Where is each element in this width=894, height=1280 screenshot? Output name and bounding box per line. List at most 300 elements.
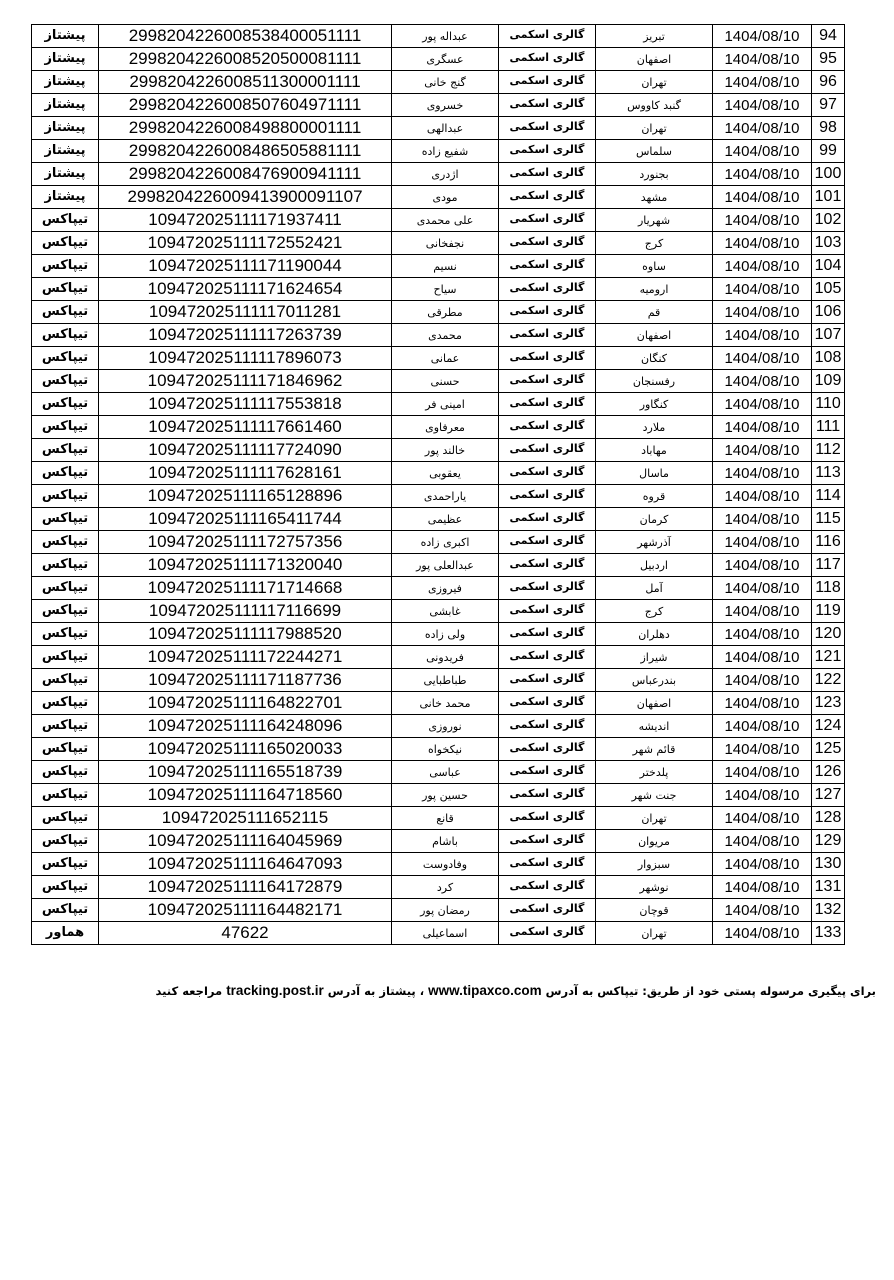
row-number-cell: 102 — [812, 209, 845, 232]
sender-cell: گالری اسکمی — [499, 646, 596, 669]
row-number-cell: 131 — [812, 876, 845, 899]
recipient-name-cell: عبدالهی — [392, 117, 499, 140]
courier-cell: تیپاکس — [32, 439, 99, 462]
city-cell: تهران — [596, 807, 713, 830]
table-row — [32, 48, 845, 71]
courier-cell: تیپاکس — [32, 485, 99, 508]
table-row — [32, 439, 845, 462]
city-cell: جنت شهر — [596, 784, 713, 807]
city-cell: ملارد — [596, 416, 713, 439]
date-cell: 1404/08/10 — [713, 232, 812, 255]
date-cell: 1404/08/10 — [713, 899, 812, 922]
row-number-cell: 121 — [812, 646, 845, 669]
row-number-cell: 96 — [812, 71, 845, 94]
courier-cell: پیشتاز — [32, 94, 99, 117]
date-cell: 1404/08/10 — [713, 140, 812, 163]
table-row — [32, 899, 845, 922]
table-row — [32, 715, 845, 738]
city-cell: کرج — [596, 232, 713, 255]
sender-cell: گالری اسکمی — [499, 278, 596, 301]
courier-cell: تیپاکس — [32, 646, 99, 669]
row-number-cell: 127 — [812, 784, 845, 807]
recipient-name-cell: یعقوبی — [392, 462, 499, 485]
courier-cell: تیپاکس — [32, 692, 99, 715]
courier-cell: تیپاکس — [32, 255, 99, 278]
date-cell: 1404/08/10 — [713, 807, 812, 830]
tracking-number-cell: 109472025111117263739 — [99, 324, 392, 347]
date-cell: 1404/08/10 — [713, 784, 812, 807]
city-cell: آمل — [596, 577, 713, 600]
city-cell: اصفهان — [596, 692, 713, 715]
sender-cell: گالری اسکمی — [499, 715, 596, 738]
recipient-name-cell: غابشی — [392, 600, 499, 623]
date-cell: 1404/08/10 — [713, 669, 812, 692]
city-cell: اردبیل — [596, 554, 713, 577]
courier-cell: پیشتاز — [32, 71, 99, 94]
courier-cell: هماور — [32, 922, 99, 945]
recipient-name-cell: مودی — [392, 186, 499, 209]
courier-cell: پیشتاز — [32, 140, 99, 163]
tracking-number-cell: 109472025111164482171 — [99, 899, 392, 922]
tracking-number-cell: 109472025111117553818 — [99, 393, 392, 416]
sender-cell: گالری اسکمی — [499, 462, 596, 485]
courier-cell: پیشتاز — [32, 48, 99, 71]
date-cell: 1404/08/10 — [713, 531, 812, 554]
courier-cell: تیپاکس — [32, 347, 99, 370]
recipient-name-cell: عسگری — [392, 48, 499, 71]
sender-cell: گالری اسکمی — [499, 117, 596, 140]
date-cell: 1404/08/10 — [713, 623, 812, 646]
city-cell: اندیشه — [596, 715, 713, 738]
sender-cell: گالری اسکمی — [499, 209, 596, 232]
table-row — [32, 71, 845, 94]
sender-cell: گالری اسکمی — [499, 807, 596, 830]
sender-cell: گالری اسکمی — [499, 25, 596, 48]
city-cell: ماسال — [596, 462, 713, 485]
recipient-name-cell: عظیمی — [392, 508, 499, 531]
city-cell: تهران — [596, 922, 713, 945]
courier-cell: پیشتاز — [32, 186, 99, 209]
date-cell: 1404/08/10 — [713, 117, 812, 140]
sender-cell: گالری اسکمی — [499, 370, 596, 393]
row-number-cell: 125 — [812, 738, 845, 761]
city-cell: قروه — [596, 485, 713, 508]
table-row — [32, 209, 845, 232]
sender-cell: گالری اسکمی — [499, 508, 596, 531]
recipient-name-cell: ولی زاده — [392, 623, 499, 646]
tracking-number-cell: 109472025111164718560 — [99, 784, 392, 807]
row-number-cell: 113 — [812, 462, 845, 485]
tracking-number-cell: 2998204226008486505881111 — [99, 140, 392, 163]
tracking-number-cell: 2998204226008507604971111 — [99, 94, 392, 117]
row-number-cell: 97 — [812, 94, 845, 117]
recipient-name-cell: اسماعیلی — [392, 922, 499, 945]
date-cell: 1404/08/10 — [713, 485, 812, 508]
courier-cell: تیپاکس — [32, 715, 99, 738]
tracking-number-cell: 109472025111165518739 — [99, 761, 392, 784]
sender-cell: گالری اسکمی — [499, 761, 596, 784]
courier-cell: پیشتاز — [32, 163, 99, 186]
recipient-name-cell: نوروزی — [392, 715, 499, 738]
date-cell: 1404/08/10 — [713, 600, 812, 623]
row-number-cell: 133 — [812, 922, 845, 945]
tracking-number-cell: 2998204226009413900091107 — [99, 186, 392, 209]
table-row — [32, 485, 845, 508]
city-cell: بندرعباس — [596, 669, 713, 692]
city-cell: دهلران — [596, 623, 713, 646]
recipient-name-cell: محمد خانی — [392, 692, 499, 715]
tracking-number-cell: 109472025111117661460 — [99, 416, 392, 439]
table-row — [32, 830, 845, 853]
date-cell: 1404/08/10 — [713, 163, 812, 186]
sender-cell: گالری اسکمی — [499, 140, 596, 163]
courier-cell: تیپاکس — [32, 278, 99, 301]
city-cell: اصفهان — [596, 324, 713, 347]
courier-cell: تیپاکس — [32, 324, 99, 347]
sender-cell: گالری اسکمی — [499, 439, 596, 462]
city-cell: اصفهان — [596, 48, 713, 71]
recipient-name-cell: اژدری — [392, 163, 499, 186]
date-cell: 1404/08/10 — [713, 71, 812, 94]
city-cell: مشهد — [596, 186, 713, 209]
city-cell: گنبد کاووس — [596, 94, 713, 117]
recipient-name-cell: اکبری زاده — [392, 531, 499, 554]
table-row — [32, 117, 845, 140]
tracking-number-cell: 2998204226008511300001111 — [99, 71, 392, 94]
row-number-cell: 101 — [812, 186, 845, 209]
recipient-name-cell: علی محمدی — [392, 209, 499, 232]
table-row — [32, 600, 845, 623]
date-cell: 1404/08/10 — [713, 255, 812, 278]
row-number-cell: 126 — [812, 761, 845, 784]
city-cell: مهاباد — [596, 439, 713, 462]
table-row — [32, 140, 845, 163]
courier-cell: تیپاکس — [32, 416, 99, 439]
tracking-number-cell: 109472025111117988520 — [99, 623, 392, 646]
city-cell: نوشهر — [596, 876, 713, 899]
table-row — [32, 347, 845, 370]
date-cell: 1404/08/10 — [713, 278, 812, 301]
table-row — [32, 278, 845, 301]
date-cell: 1404/08/10 — [713, 577, 812, 600]
recipient-name-cell: مطرقی — [392, 301, 499, 324]
row-number-cell: 106 — [812, 301, 845, 324]
table-row — [32, 692, 845, 715]
tracking-number-cell: 109472025111164248096 — [99, 715, 392, 738]
row-number-cell: 132 — [812, 899, 845, 922]
tracking-number-cell: 109472025111171624654 — [99, 278, 392, 301]
recipient-name-cell: طباطبایی — [392, 669, 499, 692]
courier-cell: تیپاکس — [32, 462, 99, 485]
date-cell: 1404/08/10 — [713, 462, 812, 485]
recipient-name-cell: امینی فر — [392, 393, 499, 416]
sender-cell: گالری اسکمی — [499, 347, 596, 370]
sender-cell: گالری اسکمی — [499, 784, 596, 807]
recipient-name-cell: محمدی — [392, 324, 499, 347]
table-row — [32, 186, 845, 209]
row-number-cell: 118 — [812, 577, 845, 600]
date-cell: 1404/08/10 — [713, 301, 812, 324]
row-number-cell: 112 — [812, 439, 845, 462]
sender-cell: گالری اسکمی — [499, 94, 596, 117]
tracking-number-cell: 109472025111165128896 — [99, 485, 392, 508]
sender-cell: گالری اسکمی — [499, 416, 596, 439]
sender-cell: گالری اسکمی — [499, 600, 596, 623]
sender-cell: گالری اسکمی — [499, 232, 596, 255]
sender-cell: گالری اسکمی — [499, 899, 596, 922]
table-row — [32, 738, 845, 761]
table-row — [32, 784, 845, 807]
city-cell: تهران — [596, 71, 713, 94]
table-row — [32, 255, 845, 278]
recipient-name-cell: نسیم — [392, 255, 499, 278]
table-row — [32, 301, 845, 324]
tracking-number-cell: 2998204226008498800001111 — [99, 117, 392, 140]
row-number-cell: 114 — [812, 485, 845, 508]
row-number-cell: 100 — [812, 163, 845, 186]
table-row — [32, 669, 845, 692]
courier-cell: تیپاکس — [32, 669, 99, 692]
courier-cell: تیپاکس — [32, 554, 99, 577]
sender-cell: گالری اسکمی — [499, 623, 596, 646]
courier-cell: تیپاکس — [32, 876, 99, 899]
recipient-name-cell: حسنی — [392, 370, 499, 393]
table-row — [32, 577, 845, 600]
tracking-number-cell: 109472025111171937411 — [99, 209, 392, 232]
city-cell: ارومیه — [596, 278, 713, 301]
tracking-number-cell: 109472025111165020033 — [99, 738, 392, 761]
sender-cell: گالری اسکمی — [499, 71, 596, 94]
row-number-cell: 107 — [812, 324, 845, 347]
recipient-name-cell: خالند پور — [392, 439, 499, 462]
tracking-number-cell: 109472025111165411744 — [99, 508, 392, 531]
date-cell: 1404/08/10 — [713, 830, 812, 853]
table-row — [32, 94, 845, 117]
date-cell: 1404/08/10 — [713, 347, 812, 370]
sender-cell: گالری اسکمی — [499, 669, 596, 692]
table-row — [32, 370, 845, 393]
row-number-cell: 117 — [812, 554, 845, 577]
sender-cell: گالری اسکمی — [499, 738, 596, 761]
sender-cell: گالری اسکمی — [499, 853, 596, 876]
recipient-name-cell: خسروی — [392, 94, 499, 117]
recipient-name-cell: رمضان پور — [392, 899, 499, 922]
recipient-name-cell: وفادوست — [392, 853, 499, 876]
sender-cell: گالری اسکمی — [499, 692, 596, 715]
sender-cell: گالری اسکمی — [499, 163, 596, 186]
row-number-cell: 124 — [812, 715, 845, 738]
recipient-name-cell: سیاح — [392, 278, 499, 301]
sender-cell: گالری اسکمی — [499, 48, 596, 71]
courier-cell: تیپاکس — [32, 807, 99, 830]
city-cell: قم — [596, 301, 713, 324]
tipax-tracking-url: www.tipaxco.com — [428, 983, 542, 998]
date-cell: 1404/08/10 — [713, 876, 812, 899]
recipient-name-cell: عبدالعلی پور — [392, 554, 499, 577]
table-row — [32, 393, 845, 416]
tracking-number-cell: 109472025111164822701 — [99, 692, 392, 715]
courier-cell: تیپاکس — [32, 301, 99, 324]
row-number-cell: 94 — [812, 25, 845, 48]
recipient-name-cell: عبداله پور — [392, 25, 499, 48]
table-row — [32, 508, 845, 531]
courier-cell: تیپاکس — [32, 784, 99, 807]
tracking-number-cell: 109472025111172244271 — [99, 646, 392, 669]
recipient-name-cell: فیروزی — [392, 577, 499, 600]
recipient-name-cell: یاراحمدی — [392, 485, 499, 508]
row-number-cell: 105 — [812, 278, 845, 301]
city-cell: تبریز — [596, 25, 713, 48]
recipient-name-cell: عمانی — [392, 347, 499, 370]
row-number-cell: 98 — [812, 117, 845, 140]
table-row — [32, 232, 845, 255]
tracking-number-cell: 109472025111117011281 — [99, 301, 392, 324]
row-number-cell: 120 — [812, 623, 845, 646]
tracking-number-cell: 2998204226008538400051111 — [99, 25, 392, 48]
date-cell: 1404/08/10 — [713, 186, 812, 209]
tracking-number-cell: 109472025111164045969 — [99, 830, 392, 853]
recipient-name-cell: نجفخانی — [392, 232, 499, 255]
tracking-number-cell: 109472025111172757356 — [99, 531, 392, 554]
tracking-number-cell: 109472025111171846962 — [99, 370, 392, 393]
table-row — [32, 324, 845, 347]
tracking-number-cell: 109472025111164647093 — [99, 853, 392, 876]
sender-cell: گالری اسکمی — [499, 830, 596, 853]
sender-cell: گالری اسکمی — [499, 554, 596, 577]
recipient-name-cell: کرد — [392, 876, 499, 899]
sender-cell: گالری اسکمی — [499, 876, 596, 899]
post-tracking-url: tracking.post.ir — [226, 983, 324, 998]
courier-cell: پیشتاز — [32, 25, 99, 48]
courier-cell: تیپاکس — [32, 577, 99, 600]
date-cell: 1404/08/10 — [713, 370, 812, 393]
courier-cell: تیپاکس — [32, 738, 99, 761]
city-cell: کرمان — [596, 508, 713, 531]
recipient-name-cell: عباسی — [392, 761, 499, 784]
table-row — [32, 761, 845, 784]
date-cell: 1404/08/10 — [713, 738, 812, 761]
tracking-number-cell: 109472025111117896073 — [99, 347, 392, 370]
tracking-number-cell: 109472025111171187736 — [99, 669, 392, 692]
table-row — [32, 623, 845, 646]
date-cell: 1404/08/10 — [713, 439, 812, 462]
courier-cell: تیپاکس — [32, 600, 99, 623]
tracking-number-cell: 109472025111117116699 — [99, 600, 392, 623]
date-cell: 1404/08/10 — [713, 48, 812, 71]
city-cell: سلماس — [596, 140, 713, 163]
row-number-cell: 110 — [812, 393, 845, 416]
courier-cell: تیپاکس — [32, 761, 99, 784]
date-cell: 1404/08/10 — [713, 25, 812, 48]
tracking-instructions — [16, 983, 876, 998]
table-row — [32, 462, 845, 485]
date-cell: 1404/08/10 — [713, 922, 812, 945]
table-row — [32, 25, 845, 48]
row-number-cell: 111 — [812, 416, 845, 439]
tracking-number-cell: 109472025111652115 — [99, 807, 392, 830]
shipment-table-body — [32, 25, 845, 945]
sender-cell: گالری اسکمی — [499, 577, 596, 600]
row-number-cell: 108 — [812, 347, 845, 370]
table-row — [32, 531, 845, 554]
sender-cell: گالری اسکمی — [499, 186, 596, 209]
row-number-cell: 103 — [812, 232, 845, 255]
table-row — [32, 876, 845, 899]
courier-cell: تیپاکس — [32, 531, 99, 554]
recipient-name-cell: معرفاوی — [392, 416, 499, 439]
tracking-number-cell: 109472025111171714668 — [99, 577, 392, 600]
recipient-name-cell: قانع — [392, 807, 499, 830]
tracking-number-cell: 109472025111164172879 — [99, 876, 392, 899]
courier-cell: تیپاکس — [32, 393, 99, 416]
date-cell: 1404/08/10 — [713, 393, 812, 416]
table-row — [32, 646, 845, 669]
shipment-table — [31, 24, 845, 945]
city-cell: پلدختر — [596, 761, 713, 784]
city-cell: کرج — [596, 600, 713, 623]
date-cell: 1404/08/10 — [713, 761, 812, 784]
city-cell: ساوه — [596, 255, 713, 278]
courier-cell: تیپاکس — [32, 830, 99, 853]
footer-intro-text: برای پیگیری مرسوله پستی خود از طریق: تیپاکس به آدرس — [545, 984, 876, 998]
sender-cell: گالری اسکمی — [499, 531, 596, 554]
row-number-cell: 123 — [812, 692, 845, 715]
city-cell: آذرشهر — [596, 531, 713, 554]
date-cell: 1404/08/10 — [713, 416, 812, 439]
recipient-name-cell: حسین پور — [392, 784, 499, 807]
tracking-number-cell: 47622 — [99, 922, 392, 945]
date-cell: 1404/08/10 — [713, 554, 812, 577]
city-cell: کنگاور — [596, 393, 713, 416]
row-number-cell: 99 — [812, 140, 845, 163]
city-cell: شهریار — [596, 209, 713, 232]
sender-cell: گالری اسکمی — [499, 301, 596, 324]
tracking-number-cell: 2998204226008520500081111 — [99, 48, 392, 71]
date-cell: 1404/08/10 — [713, 508, 812, 531]
row-number-cell: 109 — [812, 370, 845, 393]
table-row — [32, 416, 845, 439]
tracking-number-cell: 109472025111171320040 — [99, 554, 392, 577]
tracking-number-cell: 109472025111117628161 — [99, 462, 392, 485]
row-number-cell: 95 — [812, 48, 845, 71]
courier-cell: تیپاکس — [32, 853, 99, 876]
recipient-name-cell: باشام — [392, 830, 499, 853]
tracking-number-cell: 109472025111171190044 — [99, 255, 392, 278]
row-number-cell: 119 — [812, 600, 845, 623]
row-number-cell: 116 — [812, 531, 845, 554]
tracking-number-cell: 2998204226008476900941111 — [99, 163, 392, 186]
date-cell: 1404/08/10 — [713, 715, 812, 738]
city-cell: رفسنجان — [596, 370, 713, 393]
footer-end-text: مراجعه کنید — [155, 984, 223, 998]
sender-cell: گالری اسکمی — [499, 485, 596, 508]
city-cell: مریوان — [596, 830, 713, 853]
city-cell: سبزوار — [596, 853, 713, 876]
courier-cell: تیپاکس — [32, 209, 99, 232]
city-cell: شیراز — [596, 646, 713, 669]
city-cell: کنگان — [596, 347, 713, 370]
date-cell: 1404/08/10 — [713, 209, 812, 232]
sender-cell: گالری اسکمی — [499, 324, 596, 347]
row-number-cell: 129 — [812, 830, 845, 853]
city-cell: قائم شهر — [596, 738, 713, 761]
row-number-cell: 122 — [812, 669, 845, 692]
city-cell: تهران — [596, 117, 713, 140]
row-number-cell: 115 — [812, 508, 845, 531]
date-cell: 1404/08/10 — [713, 692, 812, 715]
recipient-name-cell: شفیع زاده — [392, 140, 499, 163]
date-cell: 1404/08/10 — [713, 646, 812, 669]
